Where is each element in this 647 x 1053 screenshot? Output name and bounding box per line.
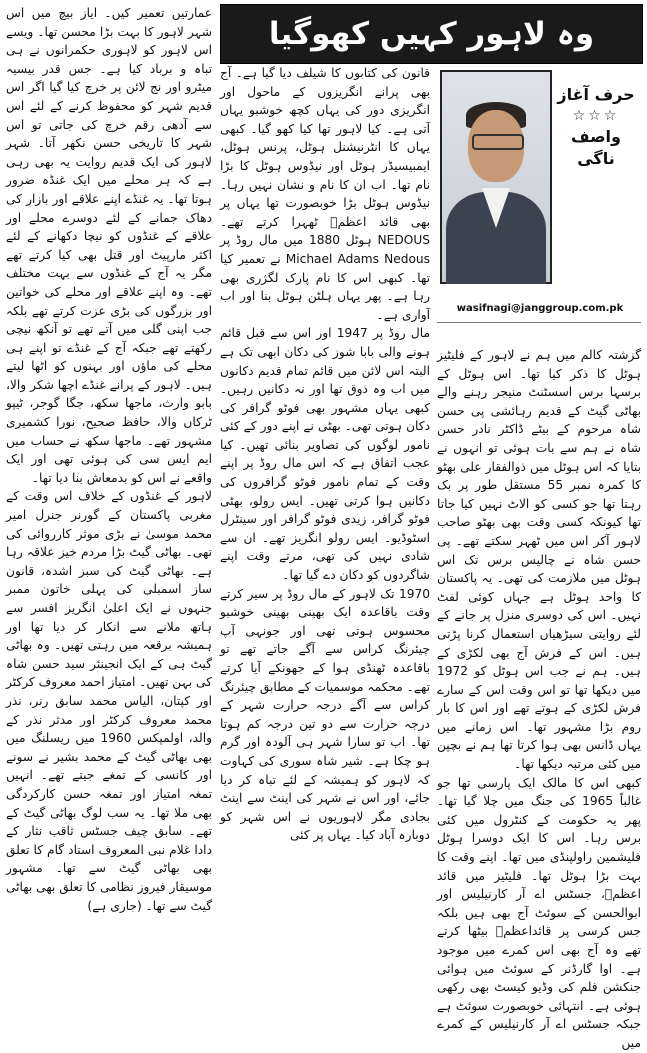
paragraph: مال روڈ پر 1947 اور اس سے قبل قائم ہونے والی بابا شوز کی دکان ابھی تک ہے البتہ اس لائن میں قائم تمام قدیم دکانوں میں اب وہ ذوق تھا اور نہ دکانیں رہیں۔ کبھی یہاں مشہور بھی فوٹو گرافر کی دکان ہوتی تھی۔ بھٹی نے اپنے دور کے کئی نامور لوگوں کی تصاویر بنائی تھیں۔ کیا عجب اتفاق ہے کہ اس مال روڈ پر اپنے وقت کے تمام نامور فوٹو گرافروں کی دکانیں ہوا کرتی تھیں۔ ایس رولو، بھٹی فوٹو گرافر، زیدی فوٹو گرافر اور سینٹرل اسٹوڈیو۔ ایس رولو انگریز تھے۔ ان سے شادی نہیں کی تھی، مرتے وقت اپنے شاگردوں کو دکان دے گیا تھا۔ [220, 326, 430, 583]
paragraph: لاہور کے غنڈوں کے خلاف اس وقت کے مغربی پاکستان کے گورنر جنرل امیر محمد موسیٰ نے بڑی موثر کارروائی کی تھی۔ بھاٹی گیٹ بڑا مردم خیز علاقہ رہا ہے۔ بھاٹی گیٹ کی سبز اشدہ، قانون ساز اسمبلی کی پہلی خاتون ممبر جنہوں نے ایک اعلیٰ انگریز افسر سے ہاتھ ملانے سے انکار کر دیا تھا اور ہمیشہ برقعہ میں رہتی تھیں۔ وہ بھاٹی گیٹ ہی کے ایک انجینئر سید حسن شاہ کی بہن تھیں۔ امتیاز احمد معروف کرکٹر اور کپتان، الیاس محمد سابق رنر، نذر محمد معروف کرکٹر اور مدثر نذر کے والد، اولمپکس 1960 میں ریسلنگ میں بھی بھاٹی گیٹ کے محمد بشیر نے سونے اور کانسی کے تمغے جیتے تھے۔ انہیں تمغہ امتیاز اور تمغہ حسن کارکردگی بھی ملا تھا۔ یہ سب لوگ بھاٹی گیٹ کے تھے۔ سابق چیف جسٹس ثاقب نثار کے دادا غلام نبی المعروف استاد گام کا تعلق بھی بھاٹی گیٹ سے تھا۔ مشہور موسیقار فیروز نظامی کا تعلق بھی بھاٹی گیٹ سے تھا۔ (جاری ہے) [6, 489, 212, 913]
headline-text: وہ لاہور کہیں کھوگیا [268, 16, 595, 52]
paragraph: قانون کی کتابوں کا شیلف دیا گیا ہے۔ آج بھی پرانے انگریزوں کے ماحول اور انگریزی دور کی یہاں کچھ خوشبو یہاں آتی ہے۔ کیا لاہور تھا کیا کھو گیا۔ کبھی یہاں کا انٹرنیشنل ہوٹل، پرنس ہوٹل، ایمبیسیڈر ہوٹل اور نیڈوس ہوٹل کا بڑا نام تھا۔ اب ان کا نام و نشان نہیں رہا۔ نیڈوس ہوٹل بڑا خوبصورت تھا یہاں پر بھی قائد اعظمؒ ٹھہرا کرتے تھے۔ NEDOUS ہوٹل 1880 میں مال روڈ پر Michael Adams Nedous نے تعمیر کیا تھا۔ کبھی اس کا نام پارک لگژری بھی رہا ہے۔ پھر یہاں ہلٹن ہوٹل بنا اور اب آواری ہے۔ [220, 66, 431, 322]
author-email[interactable]: wasifnagi@janggroup.com.pk [456, 303, 624, 314]
divider [437, 322, 641, 323]
paragraph: عمارتیں تعمیر کیں۔ ایاز بیچ میں اس شہر لاہور کا بہت بڑا محسن تھا۔ ویسے اس لاہور کو لاہوری حکمرانوں نے ہی تباہ و برباد کیا ہے۔ جس قدر بیسیہ میٹرو اور نج لائن پر خرچ کیا گیا اگر اس قدیم شہر کو محفوظ کرنے کے لئے اس سے آدھی رقم خرچ کی جاتی تو اس شہر کا تاریخی حسن نکھر آتا۔ شہر لاہور کی ایک قدیم روایت یہ بھی رہی ہے کہ ہر محلے میں ایک غنڈہ ضرور ہوتا تھا۔ یہ غنڈے اپنے علاقے اور بازار کی دھاک جمانے کے لئے دوسرے محلے اور علاقے کے غنڈوں کو نیچا دکھانے کے لئے اکثر مارپیٹ اور قتل بھی کیا کرتے تھے مگر یہ آج کے غنڈوں سے بہت مختلف تھے۔ وہ اپنے علاقے اور محلے کی خواتین اور بزرگوں کی بڑی عزت کرتے تھے بلکہ جب اپنی گلی میں آتے تھے تو آنکھ نیچی رکھتے تھے جبکہ آج کے غنڈے تو اپنے ہی محلے کی ماؤں اور بہنوں کو اٹھا لیتے ہیں۔ لاہور کے پرانے غنڈے اچھا شکر والا، بابو وارث، ماجھا سکھ، جگا گوجر، ٹیپو ٹرکاں والا، حافظ صحیح، نورا کشمیری مشہور تھے۔ ماجھا سکھ نے حساب میں ایم ایس سی کی ہوئی تھی اور ایک واقعے نے اس کو بدمعاش بنا دیا تھا۔ [6, 6, 212, 485]
headline-banner [220, 4, 643, 64]
star-icons: ☆☆☆ [572, 108, 620, 124]
column-right [437, 346, 641, 1050]
author-name: واصف ناگی [571, 127, 621, 168]
paragraph: گزشتہ کالم میں ہم نے لاہور کے فلیٹیز ہوٹل کا ذکر کیا تھا۔ اس ہوٹل کے برسہا برس اسسٹنٹ منیجر رہنے والے بھاٹی گیٹ کے قدیم رہائشی پی حسن شاہ مرحوم کے بیٹے ڈاکٹر نادر حسن شاہ نے ہم سے بات ہوئی تو انہوں نے بتایا کہ اس ہوٹل میں ذوالفقار علی بھٹو کا کمرہ نمبر 55 مستقل طور پر بک رہتا تھا جو کسی کو الاٹ نہیں کیا جاتا تھا کیونکہ کسی وقت بھی بھٹو صاحب لاہور آکر اس میں ٹھہر سکتے تھے۔ پی حسن شاہ نے چالیس برس تک اس ہوٹل میں ملازمت کی تھی۔ یہ پاکستان کا واحد ہوٹل ہے جہاں کوئی لفٹ نہیں۔ اس کی دوسری منزل پر جانے کے لئے روایتی سیڑھیاں استعمال کرنا پڑتی ہیں۔ اس کے فرش آج بھی لکڑی کے ہیں۔ ہم نے جب اس ہوٹل کو 1972 میں دیکھا تھا تو اس وقت اس کے سارے فرش لکڑی کے ہوتے تھے اور اس کا بار روم بڑا مشہور تھا۔ اس زمانے میں یہاں ڈانس بھی ہوا کرتا تھا ہم نے بچپن میں کئی مرتبہ دیکھا تھا۔ [437, 348, 641, 772]
author-photo [440, 70, 552, 284]
column-middle [220, 64, 430, 872]
paragraph: 1970 تک لاہور کے مال روڈ پر سیر کرتے وقت باقاعدہ ایک بھینی بھینی خوشبو محسوس ہوتی تھی اور جونہی آپ چیئرنگ کراس سے آگے جاتے تھے تو باقاعدہ ٹھنڈی ہوا کے جھونکے آیا کرتے تھے۔ محکمہ موسمیات کے مطابق چیئرنگ کراس سے آگے درجہ حرارت شہر کے درجہ حرارت سے دو تین درجہ کم ہوتا تھا۔ اب تو سارا شہر ہی آلودہ اور گرم ہو چکا ہے۔ شیر شاہ سوری کی کہاوت کہ لاہور کو ہمیشہ کے لئے تباہ کر دیا جائے، اور اس نے شہر کی اینٹ سے اینٹ بجادی مگر لاہوریوں نے اس شہر کو دوبارہ آباد کیا۔ یہاں پر کئی [220, 586, 430, 843]
column-left [6, 4, 212, 913]
column-name: حرف آغاز [557, 85, 635, 104]
byline [552, 84, 640, 170]
paragraph: کبھی اس کا مالک ایک پارسی تھا جو غالباً 1965 کی جنگ میں چلا گیا تھا۔ پھر یہ حکومت کے کنٹرول میں کئی برس رہا۔ اس کا ایک دوسرا ہوٹل فلیشمین راولپنڈی میں تھا۔ اپنے وقت کا بہت بڑا ہوٹل تھا۔ فلیٹیز میں قائد اعظمؒ، جسٹس اے آر کارنیلیس اور ابوالحسن کے سوئٹ آج بھی ہیں بلکہ جس کرسی پر قائداعظمؒ بیٹھا کرتے تھے وہ آج بھی اس کمرے میں موجود ہے۔ اوا گارڈنر کے سوئٹ میں ہوائی جنکشن فلم کی وڈیو کیسٹ بھی رکھی ہوئی ہے۔ انتہائی خوبصورت سوئٹ ہے جبکہ جسٹس اے آر کارنیلیس کے کمرے میں [437, 775, 641, 1050]
